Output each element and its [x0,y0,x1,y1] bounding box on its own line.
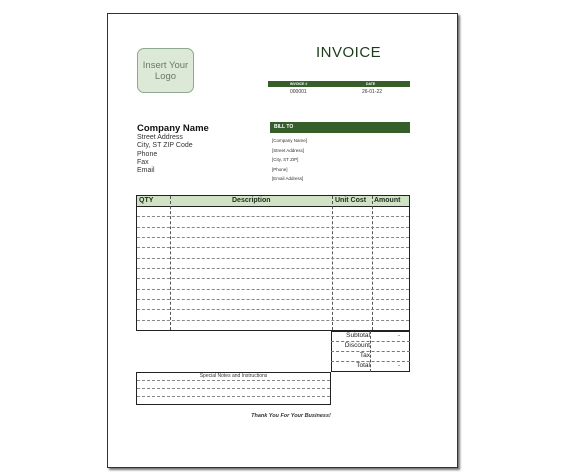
table-row[interactable] [137,258,409,259]
totals-label: Total [356,362,370,369]
totals-label: Discount [344,342,370,349]
company-block [137,123,209,175]
table-row[interactable] [137,299,409,300]
table-header [137,196,409,207]
logo-text: Insert Your Logo [142,59,189,82]
line-items-table [136,195,410,331]
notes-line [137,396,330,397]
date-label: DATE [366,82,376,86]
totals-row-tax [331,351,410,361]
table-row[interactable] [137,268,409,269]
totals-row-total [331,361,410,371]
table-row[interactable] [137,309,409,310]
totals-value[interactable]: - [398,363,400,369]
amount-header: Amount [374,197,401,204]
table-row[interactable] [137,320,409,321]
table-row[interactable] [137,227,409,228]
bill-to-company[interactable]: [Company Name] [272,138,308,143]
company-city[interactable]: City, ST ZIP Code [137,142,193,150]
company-phone[interactable]: Phone [137,150,158,158]
invoice-title: INVOICE [316,44,382,61]
date-value[interactable]: 26-01-22 [362,89,383,95]
unit-cost-header: Unit Cost [335,197,367,204]
totals-block [331,331,410,372]
totals-row-divider [331,341,410,342]
invoice-number-value[interactable]: 000001 [290,89,307,95]
description-header: Description [232,197,271,204]
bill-to-block [272,136,307,184]
notes-line [137,380,330,381]
table-row[interactable] [137,237,409,238]
special-notes-box[interactable] [136,372,331,405]
company-street[interactable]: Street Address [137,134,183,141]
invoice-number-label: INVOICE # [290,82,308,86]
bill-to-phone[interactable]: [Phone] [272,166,288,172]
company-fax[interactable]: Fax [137,158,149,166]
table-row[interactable] [137,278,409,279]
bill-to-header: BILL TO [270,122,410,133]
totals-label: Subtotal [346,332,370,339]
totals-label: Tax [359,352,370,359]
invoice-meta-header [268,81,410,87]
bill-to-street[interactable]: [Street Address] [272,147,305,153]
table-row[interactable] [137,247,409,248]
qty-header: QTY [139,197,154,204]
bill-to-email[interactable]: [Email Address] [272,176,304,182]
table-row[interactable] [137,216,409,217]
totals-row-divider [331,351,410,352]
bill-to-city[interactable]: [City, ST ZIP] [272,157,299,163]
thank-you-message: Thank You For Your Business! [251,413,331,419]
totals-row-divider [331,361,410,362]
company-name[interactable]: Company Name [137,123,209,134]
logo-placeholder[interactable] [137,48,194,93]
table-row[interactable] [137,289,409,290]
totals-row-discount [331,341,410,351]
totals-value[interactable]: - [398,333,400,339]
notes-line [137,388,330,389]
totals-row-subtotal [331,331,410,341]
notes-header: Special Notes and Instructions [199,373,268,379]
company-email[interactable]: Email [137,167,155,175]
